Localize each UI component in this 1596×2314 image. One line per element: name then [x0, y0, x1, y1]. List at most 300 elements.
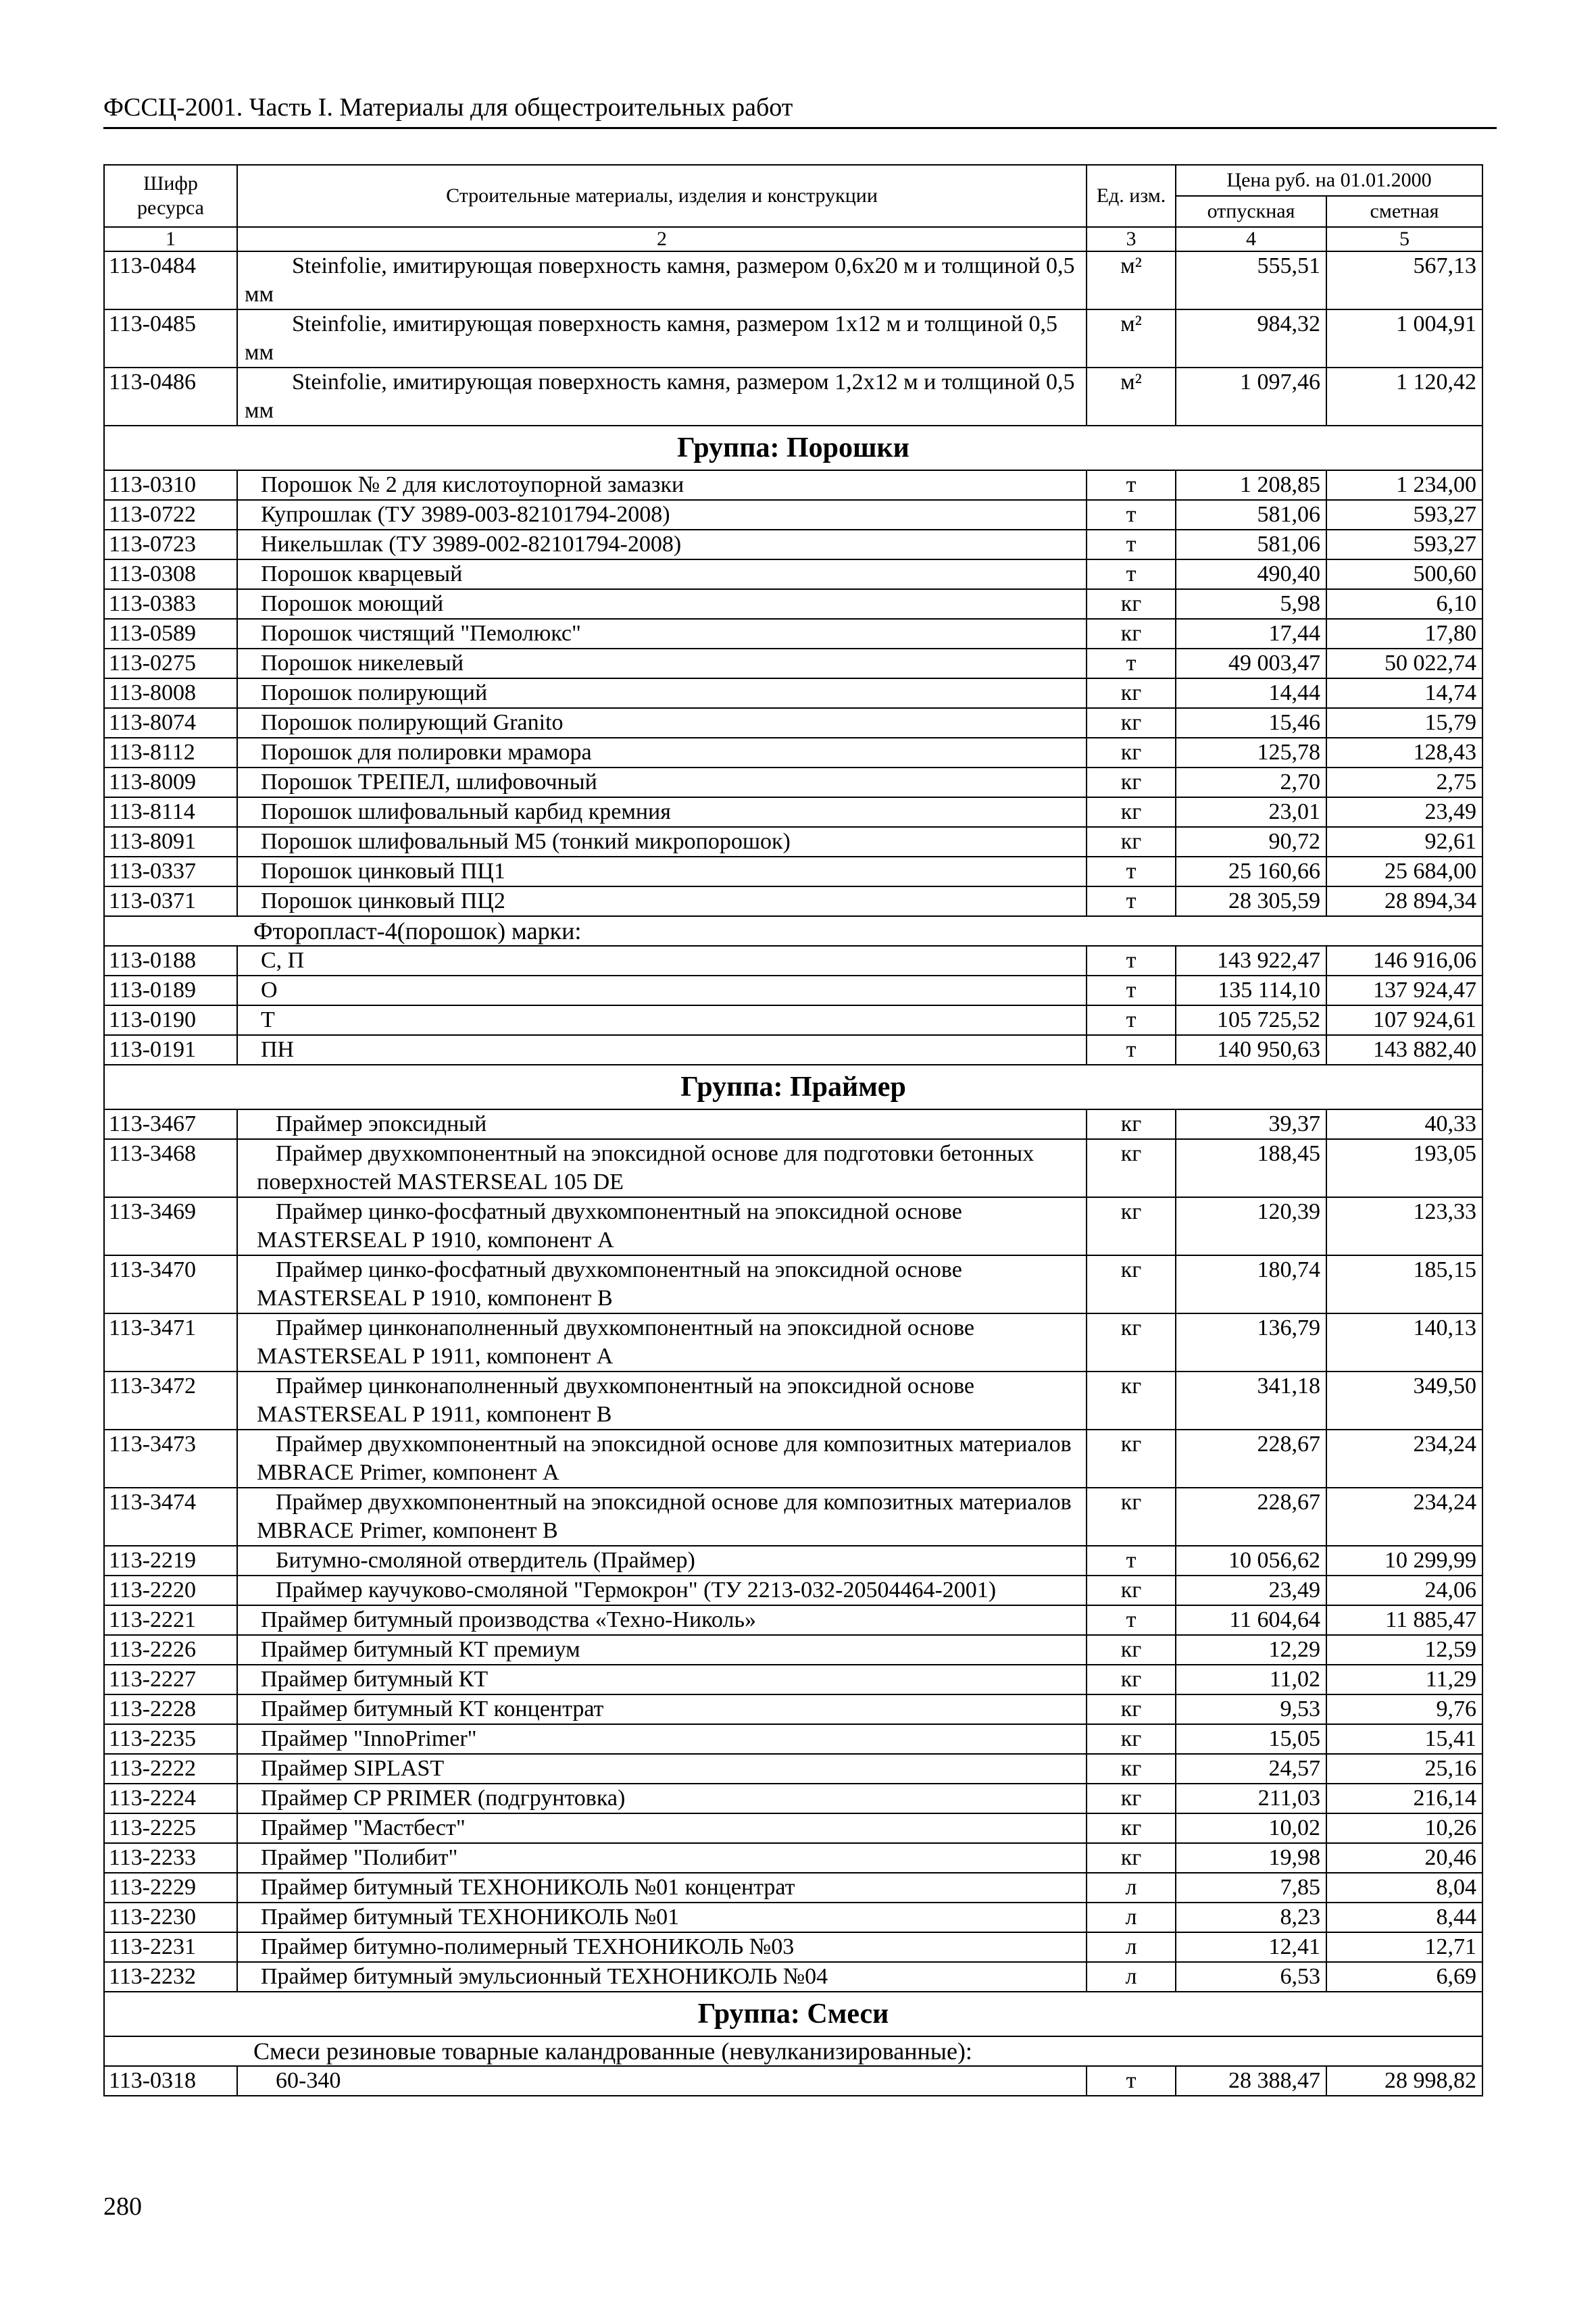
page-number: 280: [103, 2192, 142, 2221]
estimate-price: 107 924,61: [1326, 1005, 1482, 1035]
release-price: 17,44: [1176, 619, 1326, 649]
table-row: [104, 649, 1482, 678]
material-name: 60-340: [237, 2066, 1087, 2096]
release-price: 24,57: [1176, 1754, 1326, 1784]
release-price: 120,39: [1176, 1197, 1326, 1255]
unit: т: [1087, 500, 1176, 530]
unit: л: [1087, 1932, 1176, 1962]
unit: кг: [1087, 1576, 1176, 1605]
estimate-price: 1 120,42: [1326, 368, 1482, 426]
material-name: Праймер "InnoPrimer": [237, 1724, 1087, 1754]
release-price: 90,72: [1176, 827, 1326, 857]
unit: кг: [1087, 1313, 1176, 1372]
estimate-price: 234,24: [1326, 1488, 1482, 1546]
table-row: [104, 500, 1482, 530]
estimate-price: 6,10: [1326, 589, 1482, 619]
unit: кг: [1087, 1694, 1176, 1724]
estimate-price: 6,69: [1326, 1962, 1482, 1992]
table-row: [104, 1665, 1482, 1694]
unit: кг: [1087, 1724, 1176, 1754]
release-price: 490,40: [1176, 559, 1326, 589]
table-row: [104, 1635, 1482, 1665]
material-name: Праймер цинконаполненный двухкомпонентный на эпоксидной основе MASTERSEAL P 1911, компонент А: [237, 1313, 1087, 1372]
unit: т: [1087, 530, 1176, 559]
unit: кг: [1087, 1109, 1176, 1139]
material-name: Праймер битумный КТ: [237, 1665, 1087, 1694]
material-name: О: [237, 976, 1087, 1005]
estimate-price: 28 998,82: [1326, 2066, 1482, 2096]
table-row: [104, 1035, 1482, 1065]
estimate-price: 28 894,34: [1326, 886, 1482, 916]
material-name: Праймер битумный КТ концентрат: [237, 1694, 1087, 1724]
material-name: Праймер "Полибит": [237, 1843, 1087, 1873]
estimate-price: 193,05: [1326, 1139, 1482, 1197]
table-row: [104, 1694, 1482, 1724]
material-name: Порошок шлифовальный карбид кремния: [237, 797, 1087, 827]
material-name: Праймер битумный эмульсионный ТЕХНОНИКОЛЬ №04: [237, 1962, 1087, 1992]
unit: кг: [1087, 1255, 1176, 1313]
release-price: 1 208,85: [1176, 470, 1326, 500]
estimate-price: 10 299,99: [1326, 1546, 1482, 1576]
col-number: 1: [104, 227, 237, 251]
material-name: Битумно-смоляной отвердитель (Праймер): [237, 1546, 1087, 1576]
resource-code: 113-0310: [104, 470, 237, 500]
release-price: 23,49: [1176, 1576, 1326, 1605]
table-row: [104, 1903, 1482, 1932]
resource-code: 113-0371: [104, 886, 237, 916]
table-row: [104, 1005, 1482, 1035]
release-price: 228,67: [1176, 1430, 1326, 1488]
unit: кг: [1087, 1635, 1176, 1665]
resource-code: 113-3468: [104, 1139, 237, 1197]
resource-code: 113-2224: [104, 1784, 237, 1813]
resource-code: 113-2227: [104, 1665, 237, 1694]
table-row: [104, 1109, 1482, 1139]
material-name: Порошок цинковый ПЦ1: [237, 857, 1087, 886]
material-name: Праймер цинко-фосфатный двухкомпонентный на эпоксидной основе MASTERSEAL P 1910, компонент В: [237, 1255, 1087, 1313]
estimate-price: 11,29: [1326, 1665, 1482, 1694]
estimate-price: 50 022,74: [1326, 649, 1482, 678]
release-price: 19,98: [1176, 1843, 1326, 1873]
release-price: 12,41: [1176, 1932, 1326, 1962]
col-header-unit: Ед. изм.: [1087, 165, 1176, 227]
col-number: 3: [1087, 227, 1176, 251]
table-row: [104, 368, 1482, 426]
table-row: [104, 1197, 1482, 1255]
resource-code: 113-3470: [104, 1255, 237, 1313]
table-body: [104, 251, 1482, 2096]
table-row: [104, 886, 1482, 916]
release-price: 136,79: [1176, 1313, 1326, 1372]
release-price: 143 922,47: [1176, 946, 1326, 976]
resource-code: 113-2231: [104, 1932, 237, 1962]
unit: м²: [1087, 251, 1176, 309]
estimate-price: 40,33: [1326, 1109, 1482, 1139]
table-row: [104, 1313, 1482, 1372]
table-row: [104, 678, 1482, 708]
release-price: 14,44: [1176, 678, 1326, 708]
material-name: Порошок чистящий "Пемолюкс": [237, 619, 1087, 649]
group-header-row: [104, 1992, 1482, 2036]
release-price: 140 950,63: [1176, 1035, 1326, 1065]
unit: кг: [1087, 1784, 1176, 1813]
estimate-price: 24,06: [1326, 1576, 1482, 1605]
material-name: Праймер двухкомпонентный на эпоксидной основе для подготовки бетонных поверхностей MASTERSEAL 105 DE: [237, 1139, 1087, 1197]
table-row: [104, 1962, 1482, 1992]
resource-code: 113-0723: [104, 530, 237, 559]
release-price: 125,78: [1176, 738, 1326, 768]
table-row: [104, 559, 1482, 589]
release-price: 228,67: [1176, 1488, 1326, 1546]
resource-code: 113-8112: [104, 738, 237, 768]
resource-code: 113-8009: [104, 768, 237, 797]
estimate-price: 216,14: [1326, 1784, 1482, 1813]
release-price: 211,03: [1176, 1784, 1326, 1813]
material-name: ПН: [237, 1035, 1087, 1065]
material-name: Праймер битумный ТЕХНОНИКОЛЬ №01: [237, 1903, 1087, 1932]
estimate-price: 1 004,91: [1326, 309, 1482, 368]
estimate-price: 23,49: [1326, 797, 1482, 827]
release-price: 12,29: [1176, 1635, 1326, 1665]
running-head-title: ФССЦ-2001. Часть I. Материалы для общестроительных работ: [103, 93, 793, 122]
table-row: [104, 1139, 1482, 1197]
estimate-price: 92,61: [1326, 827, 1482, 857]
unit: т: [1087, 470, 1176, 500]
unit: т: [1087, 857, 1176, 886]
resource-code: 113-0189: [104, 976, 237, 1005]
resource-code: 113-2230: [104, 1903, 237, 1932]
header-rule: [103, 127, 1497, 129]
table-row: [104, 1784, 1482, 1813]
resource-code: 113-0485: [104, 309, 237, 368]
table-row: [104, 1873, 1482, 1903]
material-name: Порошок для полировки мрамора: [237, 738, 1087, 768]
unit: т: [1087, 649, 1176, 678]
unit: т: [1087, 1546, 1176, 1576]
group-title: Группа: Праймер: [104, 1065, 1482, 1109]
unit: т: [1087, 1035, 1176, 1065]
table-row: [104, 1724, 1482, 1754]
unit: кг: [1087, 827, 1176, 857]
resource-code: 113-3467: [104, 1109, 237, 1139]
material-name: Праймер битумно-полимерный ТЕХНОНИКОЛЬ №03: [237, 1932, 1087, 1962]
unit: т: [1087, 886, 1176, 916]
resource-code: 113-2220: [104, 1576, 237, 1605]
resource-code: 113-2228: [104, 1694, 237, 1724]
unit: т: [1087, 1005, 1176, 1035]
release-price: 581,06: [1176, 530, 1326, 559]
estimate-price: 15,79: [1326, 708, 1482, 738]
resource-code: 113-0486: [104, 368, 237, 426]
table-row: [104, 1488, 1482, 1546]
material-name: Праймер цинконаполненный двухкомпонентный на эпоксидной основе MASTERSEAL P 1911, компонент В: [237, 1372, 1087, 1430]
table-row: [104, 1546, 1482, 1576]
unit: кг: [1087, 1665, 1176, 1694]
release-price: 25 160,66: [1176, 857, 1326, 886]
unit: т: [1087, 1605, 1176, 1635]
resource-code: 113-3471: [104, 1313, 237, 1372]
release-price: 555,51: [1176, 251, 1326, 309]
estimate-price: 12,59: [1326, 1635, 1482, 1665]
group-header-row: [104, 1065, 1482, 1109]
col-number: 4: [1176, 227, 1326, 251]
unit: л: [1087, 1903, 1176, 1932]
col-header-release: отпускная: [1176, 196, 1326, 227]
unit: кг: [1087, 1754, 1176, 1784]
resource-code: 113-2226: [104, 1635, 237, 1665]
release-price: 7,85: [1176, 1873, 1326, 1903]
resource-code: 113-0484: [104, 251, 237, 309]
resource-code: 113-8074: [104, 708, 237, 738]
estimate-price: 123,33: [1326, 1197, 1482, 1255]
group-header-row: [104, 426, 1482, 470]
col-header-estimate: сметная: [1326, 196, 1482, 227]
resource-code: 113-0190: [104, 1005, 237, 1035]
resource-code: 113-0337: [104, 857, 237, 886]
estimate-price: 25,16: [1326, 1754, 1482, 1784]
material-name: Порошок № 2 для кислотоупорной замазки: [237, 470, 1087, 500]
material-name: Праймер CP PRIMER (подгрунтовка): [237, 1784, 1087, 1813]
resource-code: 113-0308: [104, 559, 237, 589]
material-name: Праймер двухкомпонентный на эпоксидной основе для композитных материалов MBRACE Primer, компонент А: [237, 1430, 1087, 1488]
table-row: [104, 470, 1482, 500]
release-price: 1 097,46: [1176, 368, 1326, 426]
unit: кг: [1087, 1813, 1176, 1843]
material-name: Порошок шлифовальный М5 (тонкий микропорошок): [237, 827, 1087, 857]
table-row: [104, 1255, 1482, 1313]
unit: л: [1087, 1962, 1176, 1992]
material-name: Праймер каучуково-смоляной "Гермокрон" (ТУ 2213-032-20504464-2001): [237, 1576, 1087, 1605]
estimate-price: 10,26: [1326, 1813, 1482, 1843]
material-name: Steinfolie, имитирующая поверхность камня, размером 1х12 м и толщиной 0,5 мм: [237, 309, 1087, 368]
table-row: [104, 738, 1482, 768]
material-name: Праймер SIPLAST: [237, 1754, 1087, 1784]
table-row: [104, 1754, 1482, 1784]
release-price: 984,32: [1176, 309, 1326, 368]
table-row: [104, 1372, 1482, 1430]
unit: кг: [1087, 619, 1176, 649]
resource-code: 113-3469: [104, 1197, 237, 1255]
resource-code: 113-8091: [104, 827, 237, 857]
material-name: Steinfolie, имитирующая поверхность камня, размером 0,6х20 м и толщиной 0,5 мм: [237, 251, 1087, 309]
resource-code: 113-2221: [104, 1605, 237, 1635]
table-row: [104, 768, 1482, 797]
material-name: Праймер битумный производства «Техно-Николь»: [237, 1605, 1087, 1635]
table-row: [104, 976, 1482, 1005]
material-name: Steinfolie, имитирующая поверхность камня, размером 1,2х12 м и толщиной 0,5 мм: [237, 368, 1087, 426]
unit: кг: [1087, 768, 1176, 797]
resource-code: 113-3473: [104, 1430, 237, 1488]
release-price: 11,02: [1176, 1665, 1326, 1694]
estimate-price: 11 885,47: [1326, 1605, 1482, 1635]
table-row: [104, 946, 1482, 976]
col-header-price: Цена руб. на 01.01.2000: [1176, 165, 1482, 196]
group-title: Группа: Порошки: [104, 426, 1482, 470]
material-name: С, П: [237, 946, 1087, 976]
subgroup-title: Фторопласт-4(порошок) марки:: [104, 916, 1482, 946]
estimate-price: 137 924,47: [1326, 976, 1482, 1005]
unit: т: [1087, 2066, 1176, 2096]
table-row: [104, 1813, 1482, 1843]
resource-code: 113-8008: [104, 678, 237, 708]
resource-code: 113-2222: [104, 1754, 237, 1784]
col-number: 2: [237, 227, 1087, 251]
unit: л: [1087, 1873, 1176, 1903]
release-price: 49 003,47: [1176, 649, 1326, 678]
price-table: [103, 164, 1483, 2096]
release-price: 9,53: [1176, 1694, 1326, 1724]
table-row: [104, 827, 1482, 857]
material-name: Порошок полирующий Granito: [237, 708, 1087, 738]
material-name: Праймер цинко-фосфатный двухкомпонентный на эпоксидной основе MASTERSEAL P 1910, компонент А: [237, 1197, 1087, 1255]
estimate-price: 8,44: [1326, 1903, 1482, 1932]
group-title: Группа: Смеси: [104, 1992, 1482, 2036]
resource-code: 113-3472: [104, 1372, 237, 1430]
subgroup-title: Смеси резиновые товарные каландрованные (невулканизированные):: [104, 2036, 1482, 2066]
material-name: Никельшлак (ТУ 3989-002-82101794-2008): [237, 530, 1087, 559]
release-price: 581,06: [1176, 500, 1326, 530]
release-price: 11 604,64: [1176, 1605, 1326, 1635]
release-price: 10 056,62: [1176, 1546, 1326, 1576]
table-row: [104, 309, 1482, 368]
estimate-price: 500,60: [1326, 559, 1482, 589]
estimate-price: 12,71: [1326, 1932, 1482, 1962]
estimate-price: 9,76: [1326, 1694, 1482, 1724]
estimate-price: 140,13: [1326, 1313, 1482, 1372]
material-name: Праймер "Мастбест": [237, 1813, 1087, 1843]
release-price: 15,05: [1176, 1724, 1326, 1754]
table-row: [104, 1605, 1482, 1635]
col-number: 5: [1326, 227, 1482, 251]
table-row: [104, 797, 1482, 827]
resource-code: 113-0318: [104, 2066, 237, 2096]
material-name: Порошок цинковый ПЦ2: [237, 886, 1087, 916]
release-price: 2,70: [1176, 768, 1326, 797]
subgroup-row: [104, 916, 1482, 946]
unit: кг: [1087, 1488, 1176, 1546]
resource-code: 113-0589: [104, 619, 237, 649]
release-price: 39,37: [1176, 1109, 1326, 1139]
unit: т: [1087, 976, 1176, 1005]
estimate-price: 15,41: [1326, 1724, 1482, 1754]
unit: кг: [1087, 1430, 1176, 1488]
release-price: 5,98: [1176, 589, 1326, 619]
material-name: Праймер битумный КТ премиум: [237, 1635, 1087, 1665]
unit: т: [1087, 946, 1176, 976]
table-row: [104, 1576, 1482, 1605]
unit: кг: [1087, 678, 1176, 708]
unit: кг: [1087, 1372, 1176, 1430]
material-name: Порошок моющий: [237, 589, 1087, 619]
table-row: [104, 251, 1482, 309]
release-price: 6,53: [1176, 1962, 1326, 1992]
resource-code: 113-2233: [104, 1843, 237, 1873]
material-name: Купрошлак (ТУ 3989-003-82101794-2008): [237, 500, 1087, 530]
release-price: 341,18: [1176, 1372, 1326, 1430]
unit: кг: [1087, 589, 1176, 619]
material-name: Порошок полирующий: [237, 678, 1087, 708]
table-row: [104, 708, 1482, 738]
col-header-name: Строительные материалы, изделия и конструкции: [237, 165, 1087, 227]
table-row: [104, 1932, 1482, 1962]
material-name: Порошок кварцевый: [237, 559, 1087, 589]
estimate-price: 349,50: [1326, 1372, 1482, 1430]
resource-code: 113-2219: [104, 1546, 237, 1576]
estimate-price: 25 684,00: [1326, 857, 1482, 886]
estimate-price: 593,27: [1326, 530, 1482, 559]
col-header-code: Шифр ресурса: [104, 165, 237, 227]
release-price: 28 305,59: [1176, 886, 1326, 916]
estimate-price: 593,27: [1326, 500, 1482, 530]
estimate-price: 20,46: [1326, 1843, 1482, 1873]
release-price: 28 388,47: [1176, 2066, 1326, 2096]
subgroup-row: [104, 2036, 1482, 2066]
resource-code: 113-0722: [104, 500, 237, 530]
resource-code: 113-0191: [104, 1035, 237, 1065]
table-row: [104, 619, 1482, 649]
resource-code: 113-0383: [104, 589, 237, 619]
release-price: 10,02: [1176, 1813, 1326, 1843]
unit: кг: [1087, 797, 1176, 827]
resource-code: 113-0275: [104, 649, 237, 678]
unit: кг: [1087, 1843, 1176, 1873]
material-name: Праймер битумный ТЕХНОНИКОЛЬ №01 концентрат: [237, 1873, 1087, 1903]
release-price: 135 114,10: [1176, 976, 1326, 1005]
material-name: Праймер двухкомпонентный на эпоксидной основе для композитных материалов MBRACE Primer, компонент В: [237, 1488, 1087, 1546]
estimate-price: 146 916,06: [1326, 946, 1482, 976]
estimate-price: 185,15: [1326, 1255, 1482, 1313]
estimate-price: 567,13: [1326, 251, 1482, 309]
resource-code: 113-0188: [104, 946, 237, 976]
resource-code: 113-2225: [104, 1813, 237, 1843]
release-price: 8,23: [1176, 1903, 1326, 1932]
unit: т: [1087, 559, 1176, 589]
resource-code: 113-3474: [104, 1488, 237, 1546]
estimate-price: 8,04: [1326, 1873, 1482, 1903]
resource-code: 113-2235: [104, 1724, 237, 1754]
unit: кг: [1087, 738, 1176, 768]
estimate-price: 1 234,00: [1326, 470, 1482, 500]
estimate-price: 234,24: [1326, 1430, 1482, 1488]
release-price: 105 725,52: [1176, 1005, 1326, 1035]
table-row: [104, 1430, 1482, 1488]
unit: м²: [1087, 309, 1176, 368]
release-price: 180,74: [1176, 1255, 1326, 1313]
unit: кг: [1087, 1197, 1176, 1255]
resource-code: 113-2232: [104, 1962, 237, 1992]
unit: кг: [1087, 708, 1176, 738]
material-name: Порошок ТРЕПЕЛ, шлифовочный: [237, 768, 1087, 797]
table-row: [104, 1843, 1482, 1873]
release-price: 188,45: [1176, 1139, 1326, 1197]
resource-code: 113-2229: [104, 1873, 237, 1903]
unit: кг: [1087, 1139, 1176, 1197]
resource-code: 113-8114: [104, 797, 237, 827]
release-price: 15,46: [1176, 708, 1326, 738]
release-price: 23,01: [1176, 797, 1326, 827]
table-row: [104, 2066, 1482, 2096]
estimate-price: 143 882,40: [1326, 1035, 1482, 1065]
estimate-price: 128,43: [1326, 738, 1482, 768]
estimate-price: 17,80: [1326, 619, 1482, 649]
material-name: Порошок никелевый: [237, 649, 1087, 678]
material-name: Т: [237, 1005, 1087, 1035]
estimate-price: 14,74: [1326, 678, 1482, 708]
estimate-price: 2,75: [1326, 768, 1482, 797]
table-row: [104, 589, 1482, 619]
unit: м²: [1087, 368, 1176, 426]
table-row: [104, 857, 1482, 886]
